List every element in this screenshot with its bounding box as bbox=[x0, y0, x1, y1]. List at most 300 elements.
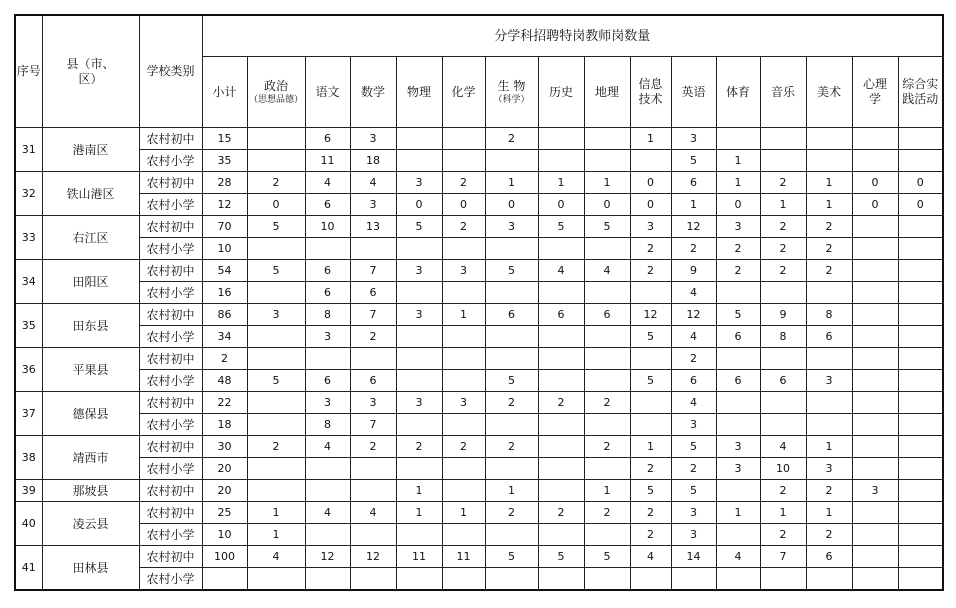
row-county-name: 德保县 bbox=[42, 392, 139, 436]
cell-value: 5 bbox=[671, 436, 716, 458]
cell-value bbox=[760, 150, 806, 172]
row-school-type: 农村小学 bbox=[139, 458, 202, 480]
cell-value: 15 bbox=[202, 128, 247, 150]
cell-value: 2 bbox=[442, 216, 485, 238]
table-row bbox=[15, 260, 943, 282]
cell-value: 5 bbox=[538, 216, 584, 238]
cell-value: 3 bbox=[396, 260, 442, 282]
cell-value: 3 bbox=[852, 480, 898, 502]
cell-value bbox=[716, 128, 760, 150]
cell-value: 4 bbox=[671, 326, 716, 348]
cell-value bbox=[760, 348, 806, 370]
row-school-type: 农村初中 bbox=[139, 128, 202, 150]
cell-value: 8 bbox=[305, 304, 350, 326]
cell-value: 2 bbox=[760, 480, 806, 502]
cell-value: 6 bbox=[716, 326, 760, 348]
cell-value: 4 bbox=[760, 436, 806, 458]
cell-value bbox=[485, 458, 538, 480]
cell-value bbox=[396, 128, 442, 150]
cell-value: 2 bbox=[485, 392, 538, 414]
row-seq-number: 31 bbox=[15, 128, 42, 172]
cell-value: 0 bbox=[716, 194, 760, 216]
cell-value bbox=[898, 414, 943, 436]
cell-value: 4 bbox=[584, 260, 630, 282]
cell-value: 1 bbox=[442, 502, 485, 524]
cell-value: 2 bbox=[485, 502, 538, 524]
cell-value: 35 bbox=[202, 150, 247, 172]
cell-value: 1 bbox=[584, 480, 630, 502]
table-row bbox=[15, 282, 943, 304]
cell-value: 3 bbox=[350, 194, 396, 216]
cell-value bbox=[485, 414, 538, 436]
cell-value: 9 bbox=[760, 304, 806, 326]
row-county-name: 右江区 bbox=[42, 216, 139, 260]
header-county bbox=[42, 15, 139, 128]
cell-value: 11 bbox=[396, 546, 442, 568]
cell-value bbox=[898, 150, 943, 172]
cell-value bbox=[538, 458, 584, 480]
header-subtotal: 小计 bbox=[202, 57, 247, 128]
cell-value bbox=[898, 524, 943, 546]
cell-value: 0 bbox=[485, 194, 538, 216]
cell-value bbox=[350, 458, 396, 480]
cell-value bbox=[442, 150, 485, 172]
cell-value: 10 bbox=[305, 216, 350, 238]
cell-value bbox=[485, 150, 538, 172]
table-row bbox=[15, 172, 943, 194]
cell-value: 6 bbox=[350, 370, 396, 392]
cell-value bbox=[852, 216, 898, 238]
cell-value bbox=[584, 414, 630, 436]
cell-value: 1 bbox=[247, 502, 305, 524]
cell-value: 6 bbox=[305, 260, 350, 282]
cell-value: 6 bbox=[806, 546, 852, 568]
cell-value bbox=[852, 326, 898, 348]
cell-value bbox=[630, 348, 671, 370]
cell-value: 3 bbox=[806, 458, 852, 480]
table-row bbox=[15, 304, 943, 326]
cell-value bbox=[760, 392, 806, 414]
cell-value bbox=[898, 348, 943, 370]
cell-value: 3 bbox=[671, 414, 716, 436]
cell-value: 5 bbox=[671, 150, 716, 172]
cell-value: 7 bbox=[350, 304, 396, 326]
cell-value bbox=[852, 458, 898, 480]
cell-value: 1 bbox=[716, 150, 760, 172]
cell-value bbox=[305, 524, 350, 546]
header-psych-line2: 学 bbox=[868, 92, 881, 106]
cell-value bbox=[806, 128, 852, 150]
row-school-type: 农村初中 bbox=[139, 502, 202, 524]
cell-value: 0 bbox=[852, 172, 898, 194]
table-body bbox=[15, 128, 943, 591]
cell-value: 3 bbox=[806, 370, 852, 392]
cell-value: 3 bbox=[442, 392, 485, 414]
cell-value bbox=[442, 282, 485, 304]
cell-value bbox=[396, 326, 442, 348]
row-school-type: 农村小学 bbox=[139, 282, 202, 304]
cell-value: 5 bbox=[630, 480, 671, 502]
cell-value bbox=[806, 414, 852, 436]
cell-value bbox=[247, 326, 305, 348]
cell-value bbox=[852, 546, 898, 568]
header-county-line1: 县（市、 bbox=[66, 56, 115, 71]
cell-value bbox=[538, 436, 584, 458]
cell-value: 3 bbox=[716, 458, 760, 480]
row-school-type: 农村初中 bbox=[139, 304, 202, 326]
row-school-type: 农村小学 bbox=[139, 194, 202, 216]
header-biology-note: （科学） bbox=[493, 94, 530, 105]
cell-value: 6 bbox=[538, 304, 584, 326]
table-row bbox=[15, 150, 943, 172]
table-row bbox=[15, 370, 943, 392]
cell-value bbox=[485, 524, 538, 546]
cell-value: 0 bbox=[630, 172, 671, 194]
cell-value bbox=[898, 128, 943, 150]
row-county-name: 那坡县 bbox=[42, 480, 139, 502]
cell-value: 6 bbox=[305, 282, 350, 304]
cell-value bbox=[716, 414, 760, 436]
cell-value: 4 bbox=[305, 436, 350, 458]
recruitment-table-container bbox=[14, 14, 944, 591]
cell-value bbox=[396, 524, 442, 546]
cell-value bbox=[396, 458, 442, 480]
cell-value bbox=[396, 568, 442, 591]
cell-value bbox=[630, 568, 671, 591]
cell-value: 12 bbox=[305, 546, 350, 568]
cell-value bbox=[350, 238, 396, 260]
cell-value: 1 bbox=[247, 524, 305, 546]
cell-value: 6 bbox=[485, 304, 538, 326]
cell-value bbox=[852, 568, 898, 591]
cell-value: 2 bbox=[538, 502, 584, 524]
cell-value bbox=[442, 414, 485, 436]
cell-value bbox=[247, 348, 305, 370]
row-county-name: 田林县 bbox=[42, 546, 139, 591]
cell-value: 2 bbox=[760, 216, 806, 238]
cell-value bbox=[538, 370, 584, 392]
cell-value bbox=[485, 568, 538, 591]
cell-value bbox=[442, 568, 485, 591]
cell-value bbox=[584, 524, 630, 546]
cell-value: 1 bbox=[630, 128, 671, 150]
header-physics: 物理 bbox=[396, 57, 442, 128]
cell-value: 8 bbox=[305, 414, 350, 436]
cell-value bbox=[538, 326, 584, 348]
cell-value bbox=[538, 348, 584, 370]
row-school-type: 农村初中 bbox=[139, 480, 202, 502]
cell-value: 10 bbox=[202, 238, 247, 260]
cell-value: 12 bbox=[671, 304, 716, 326]
cell-value bbox=[442, 238, 485, 260]
cell-value: 0 bbox=[898, 194, 943, 216]
cell-value: 2 bbox=[671, 458, 716, 480]
cell-value: 2 bbox=[247, 436, 305, 458]
table-row bbox=[15, 348, 943, 370]
cell-value bbox=[485, 238, 538, 260]
cell-value: 1 bbox=[806, 194, 852, 216]
cell-value bbox=[716, 568, 760, 591]
cell-value bbox=[442, 326, 485, 348]
cell-value bbox=[806, 282, 852, 304]
cell-value bbox=[247, 392, 305, 414]
cell-value: 2 bbox=[350, 326, 396, 348]
header-group-title: 分学科招聘特岗教师岗数量 bbox=[202, 15, 943, 57]
cell-value bbox=[760, 282, 806, 304]
cell-value: 20 bbox=[202, 458, 247, 480]
cell-value bbox=[247, 568, 305, 591]
cell-value: 6 bbox=[584, 304, 630, 326]
cell-value bbox=[584, 568, 630, 591]
cell-value: 2 bbox=[806, 524, 852, 546]
cell-value bbox=[442, 524, 485, 546]
row-seq-number: 35 bbox=[15, 304, 42, 348]
cell-value: 18 bbox=[202, 414, 247, 436]
cell-value bbox=[630, 392, 671, 414]
cell-value: 4 bbox=[305, 172, 350, 194]
cell-value bbox=[442, 370, 485, 392]
row-school-type: 农村初中 bbox=[139, 172, 202, 194]
cell-value: 5 bbox=[247, 216, 305, 238]
cell-value: 3 bbox=[350, 392, 396, 414]
cell-value bbox=[898, 326, 943, 348]
cell-value: 1 bbox=[806, 436, 852, 458]
row-school-type: 农村小学 bbox=[139, 370, 202, 392]
row-school-type: 农村小学 bbox=[139, 524, 202, 546]
header-chemistry: 化学 bbox=[442, 57, 485, 128]
cell-value bbox=[760, 128, 806, 150]
cell-value: 1 bbox=[671, 194, 716, 216]
cell-value: 0 bbox=[396, 194, 442, 216]
header-psychology bbox=[852, 57, 898, 128]
cell-value: 10 bbox=[760, 458, 806, 480]
cell-value: 1 bbox=[396, 480, 442, 502]
cell-value bbox=[396, 414, 442, 436]
cell-value: 1 bbox=[485, 172, 538, 194]
cell-value: 34 bbox=[202, 326, 247, 348]
row-seq-number: 33 bbox=[15, 216, 42, 260]
cell-value bbox=[538, 568, 584, 591]
table-row bbox=[15, 326, 943, 348]
cell-value bbox=[584, 128, 630, 150]
cell-value: 3 bbox=[305, 326, 350, 348]
cell-value: 6 bbox=[671, 172, 716, 194]
table-row bbox=[15, 436, 943, 458]
header-it bbox=[630, 57, 671, 128]
header-history: 历史 bbox=[538, 57, 584, 128]
cell-value bbox=[630, 282, 671, 304]
cell-value: 8 bbox=[760, 326, 806, 348]
cell-value: 4 bbox=[630, 546, 671, 568]
cell-value bbox=[806, 568, 852, 591]
cell-value: 5 bbox=[485, 370, 538, 392]
row-county-name: 靖西市 bbox=[42, 436, 139, 480]
cell-value: 100 bbox=[202, 546, 247, 568]
cell-value bbox=[898, 546, 943, 568]
table-row bbox=[15, 392, 943, 414]
cell-value: 5 bbox=[538, 546, 584, 568]
row-seq-number: 34 bbox=[15, 260, 42, 304]
cell-value: 3 bbox=[716, 436, 760, 458]
cell-value bbox=[305, 480, 350, 502]
cell-value bbox=[630, 414, 671, 436]
table-row bbox=[15, 502, 943, 524]
cell-value: 2 bbox=[630, 524, 671, 546]
cell-value: 22 bbox=[202, 392, 247, 414]
row-county-name: 凌云县 bbox=[42, 502, 139, 546]
cell-value: 3 bbox=[350, 128, 396, 150]
cell-value: 5 bbox=[716, 304, 760, 326]
header-seq: 序号 bbox=[15, 15, 42, 128]
cell-value: 1 bbox=[538, 172, 584, 194]
header-biology-main: 生 物 bbox=[497, 78, 526, 93]
cell-value: 3 bbox=[671, 502, 716, 524]
cell-value: 1 bbox=[716, 172, 760, 194]
cell-value bbox=[898, 392, 943, 414]
cell-value bbox=[898, 216, 943, 238]
cell-value bbox=[898, 568, 943, 591]
cell-value bbox=[442, 128, 485, 150]
cell-value bbox=[538, 480, 584, 502]
cell-value bbox=[396, 238, 442, 260]
cell-value: 7 bbox=[350, 414, 396, 436]
cell-value bbox=[584, 348, 630, 370]
cell-value: 5 bbox=[396, 216, 442, 238]
cell-value: 2 bbox=[671, 348, 716, 370]
cell-value: 1 bbox=[630, 436, 671, 458]
cell-value bbox=[396, 370, 442, 392]
table-row bbox=[15, 568, 943, 591]
header-art: 美术 bbox=[806, 57, 852, 128]
row-seq-number: 41 bbox=[15, 546, 42, 591]
cell-value: 2 bbox=[350, 436, 396, 458]
cell-value: 2 bbox=[584, 436, 630, 458]
cell-value bbox=[584, 458, 630, 480]
cell-value: 16 bbox=[202, 282, 247, 304]
cell-value: 5 bbox=[671, 480, 716, 502]
table-row bbox=[15, 458, 943, 480]
cell-value bbox=[852, 348, 898, 370]
table-row bbox=[15, 216, 943, 238]
cell-value: 2 bbox=[630, 458, 671, 480]
cell-value bbox=[716, 392, 760, 414]
cell-value: 2 bbox=[806, 216, 852, 238]
table-row bbox=[15, 414, 943, 436]
cell-value: 9 bbox=[671, 260, 716, 282]
header-county-line2: 区） bbox=[78, 71, 103, 86]
cell-value bbox=[442, 458, 485, 480]
header-politics-main: 政治 bbox=[263, 78, 288, 93]
cell-value bbox=[852, 502, 898, 524]
cell-value bbox=[538, 414, 584, 436]
header-practice-line1: 综合实 bbox=[902, 77, 939, 91]
cell-value bbox=[396, 348, 442, 370]
cell-value bbox=[442, 480, 485, 502]
cell-value: 3 bbox=[630, 216, 671, 238]
cell-value bbox=[538, 524, 584, 546]
cell-value: 2 bbox=[806, 238, 852, 260]
table-row bbox=[15, 546, 943, 568]
cell-value: 2 bbox=[760, 524, 806, 546]
cell-value bbox=[852, 150, 898, 172]
cell-value: 6 bbox=[671, 370, 716, 392]
cell-value: 1 bbox=[442, 304, 485, 326]
cell-value: 5 bbox=[584, 216, 630, 238]
cell-value: 4 bbox=[671, 282, 716, 304]
cell-value: 0 bbox=[852, 194, 898, 216]
header-it-line2: 技术 bbox=[638, 92, 663, 106]
cell-value: 6 bbox=[716, 370, 760, 392]
cell-value: 11 bbox=[305, 150, 350, 172]
cell-value bbox=[898, 304, 943, 326]
cell-value bbox=[442, 348, 485, 370]
cell-value: 3 bbox=[442, 260, 485, 282]
cell-value: 54 bbox=[202, 260, 247, 282]
cell-value: 7 bbox=[760, 546, 806, 568]
cell-value: 0 bbox=[442, 194, 485, 216]
cell-value: 30 bbox=[202, 436, 247, 458]
cell-value bbox=[538, 150, 584, 172]
cell-value: 4 bbox=[305, 502, 350, 524]
cell-value: 2 bbox=[671, 238, 716, 260]
cell-value: 3 bbox=[396, 172, 442, 194]
row-county-name: 平果县 bbox=[42, 348, 139, 392]
row-school-type: 农村初中 bbox=[139, 348, 202, 370]
cell-value: 4 bbox=[538, 260, 584, 282]
cell-value: 3 bbox=[396, 392, 442, 414]
row-seq-number: 38 bbox=[15, 436, 42, 480]
cell-value bbox=[852, 370, 898, 392]
cell-value bbox=[202, 568, 247, 591]
cell-value: 2 bbox=[630, 238, 671, 260]
teacher-recruitment-table bbox=[14, 14, 944, 591]
row-seq-number: 37 bbox=[15, 392, 42, 436]
cell-value bbox=[716, 348, 760, 370]
cell-value: 2 bbox=[442, 172, 485, 194]
cell-value bbox=[305, 568, 350, 591]
cell-value: 2 bbox=[485, 436, 538, 458]
cell-value bbox=[898, 480, 943, 502]
cell-value: 1 bbox=[716, 502, 760, 524]
row-county-name: 田东县 bbox=[42, 304, 139, 348]
cell-value: 1 bbox=[584, 172, 630, 194]
cell-value: 0 bbox=[630, 194, 671, 216]
table-row bbox=[15, 480, 943, 502]
cell-value: 2 bbox=[584, 392, 630, 414]
row-school-type: 农村小学 bbox=[139, 150, 202, 172]
cell-value: 0 bbox=[247, 194, 305, 216]
cell-value bbox=[852, 524, 898, 546]
cell-value bbox=[305, 458, 350, 480]
cell-value: 12 bbox=[350, 546, 396, 568]
row-seq-number: 40 bbox=[15, 502, 42, 546]
cell-value: 48 bbox=[202, 370, 247, 392]
cell-value: 12 bbox=[671, 216, 716, 238]
cell-value: 2 bbox=[584, 502, 630, 524]
cell-value bbox=[852, 128, 898, 150]
cell-value bbox=[350, 524, 396, 546]
cell-value bbox=[852, 282, 898, 304]
cell-value: 7 bbox=[350, 260, 396, 282]
cell-value bbox=[247, 150, 305, 172]
row-county-name: 田阳区 bbox=[42, 260, 139, 304]
cell-value: 3 bbox=[671, 524, 716, 546]
cell-value: 3 bbox=[716, 216, 760, 238]
cell-value bbox=[852, 392, 898, 414]
cell-value: 0 bbox=[538, 194, 584, 216]
row-school-type: 农村小学 bbox=[139, 414, 202, 436]
cell-value bbox=[396, 282, 442, 304]
